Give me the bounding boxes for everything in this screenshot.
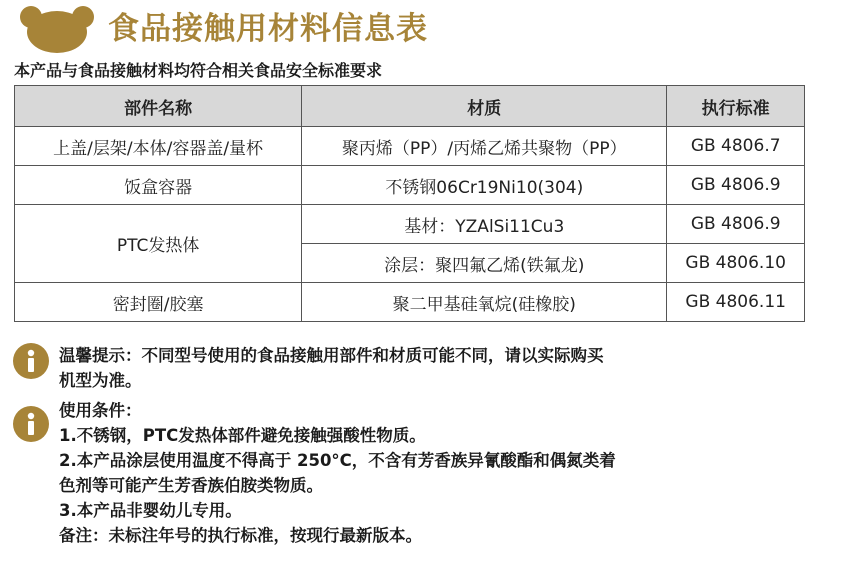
tip-line: 温馨提示：不同型号使用的食品接触用部件和材质可能不同，请以实际购买 (59, 346, 604, 365)
cell-material: 涂层：聚四氟乙烯(铁氟龙) (302, 244, 667, 283)
page-title: 食品接触用材料信息表 (108, 11, 428, 47)
tip-note (13, 343, 604, 393)
page-header (18, 4, 428, 54)
condition-item: 1.不锈钢，PTC发热体部件避免接触强酸性物质。 (59, 426, 426, 445)
cell-material: 聚二甲基硅氧烷(硅橡胶) (302, 283, 667, 322)
cell-part: 饭盒容器 (15, 166, 302, 205)
condition-item: 色剂等可能产生芳香族伯胺类物质。 (59, 476, 323, 495)
cell-standard: GB 4806.9 (667, 166, 805, 205)
info-icon (13, 406, 49, 442)
cell-part: 上盖/层架/本体/容器盖/量杯 (15, 127, 302, 166)
table-row (15, 205, 805, 244)
cell-standard: GB 4806.11 (667, 283, 805, 322)
conditions-note (13, 398, 616, 548)
cell-standard: GB 4806.10 (667, 244, 805, 283)
tip-line: 机型为准。 (59, 371, 142, 390)
column-header-material: 材质 (302, 86, 667, 127)
condition-item: 2.本产品涂层使用温度不得高于 250°C，不含有芳香族异氰酸酯和偶氮类着 (59, 451, 616, 470)
tip-text (59, 343, 604, 393)
cell-standard: GB 4806.9 (667, 205, 805, 244)
column-header-part: 部件名称 (15, 86, 302, 127)
table-row (15, 127, 805, 166)
info-icon (13, 343, 49, 379)
page-subtitle: 本产品与食品接触材料均符合相关食品安全标准要求 (14, 61, 383, 80)
cell-material: 不锈钢06Cr19Ni10(304) (302, 166, 667, 205)
cell-part: PTC发热体 (15, 205, 302, 283)
cell-standard: GB 4806.7 (667, 127, 805, 166)
cell-part: 密封圈/胶塞 (15, 283, 302, 322)
cell-material: 基材：YZAlSi11Cu3 (302, 205, 667, 244)
table-row (15, 283, 805, 322)
table-row (15, 166, 805, 205)
column-header-standard: 执行标准 (667, 86, 805, 127)
remark: 备注：未标注年号的执行标准，按现行最新版本。 (59, 526, 422, 545)
conditions-text (59, 398, 616, 548)
bear-head-logo (18, 4, 96, 54)
condition-item: 3.本产品非婴幼儿专用。 (59, 501, 242, 520)
materials-table (14, 85, 805, 322)
cell-material: 聚丙烯（PP）/丙烯乙烯共聚物（PP） (302, 127, 667, 166)
conditions-title: 使用条件： (59, 401, 142, 420)
table-header-row (15, 86, 805, 127)
